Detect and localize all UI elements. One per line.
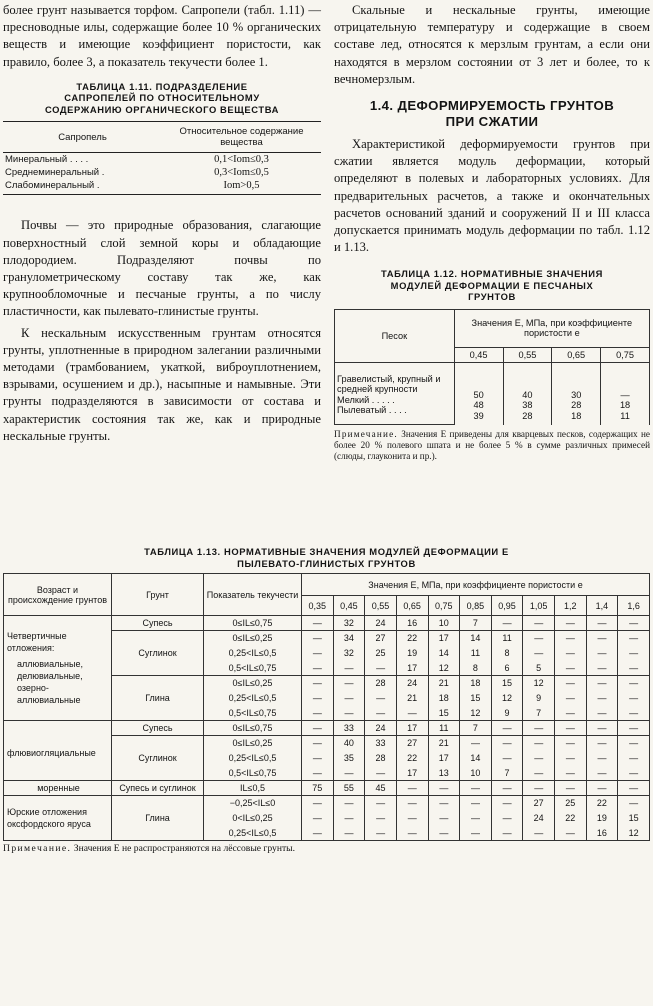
e-value-cell: — — [333, 796, 365, 811]
e-value-cell: 25 — [555, 796, 587, 811]
e-value-cell: — — [618, 631, 650, 646]
e-value-header: 0,45 — [333, 596, 365, 616]
e-value-column: — 18 11 — [601, 362, 650, 425]
e-value-cell: 16 — [586, 826, 618, 841]
e-value-cell: — — [365, 811, 397, 826]
e-value-cell: 19 — [396, 646, 428, 661]
e-value-cell: — — [523, 616, 555, 631]
table-1-13-col-index: Показатель текучести — [204, 574, 302, 616]
table-1-11 — [3, 121, 321, 192]
e-value-cell: 7 — [523, 706, 555, 721]
e-value-header: 0,85 — [460, 596, 492, 616]
section-heading-line: ПРИ СЖАТИИ — [445, 114, 539, 130]
e-value-cell: — — [523, 781, 555, 796]
e-value-cell: 21 — [428, 736, 460, 751]
e-value-cell: — — [555, 661, 587, 676]
e-value-cell: — — [555, 676, 587, 691]
table-1-12-caption-line: ГРУНТОВ — [468, 291, 516, 303]
e-value-cell: — — [618, 616, 650, 631]
e-value-cell: — — [365, 706, 397, 721]
e-value-cell: 14 — [428, 646, 460, 661]
sapropel-value: 0,1<Iom≤0,3 — [214, 154, 269, 166]
e-value-cell: — — [428, 811, 460, 826]
e-value-cell: — — [302, 661, 334, 676]
note-label: Примечание. — [3, 843, 72, 854]
e-value-cell: — — [618, 661, 650, 676]
e-value-cell: — — [586, 751, 618, 766]
table-1-12-names: Гравелистый, крупный и средней крупности Мелкий . . . . . Пылеватый . . . . — [335, 362, 455, 425]
e-value-header: 1,05 — [523, 596, 555, 616]
il-cell: 0<IL≤0,25 — [204, 811, 302, 826]
e-value-cell: — — [618, 721, 650, 736]
e-value-column: 30 28 18 — [552, 362, 601, 425]
e-value-cell: — — [491, 826, 523, 841]
table-row — [3, 166, 321, 179]
e-value-cell: 12 — [618, 826, 650, 841]
e-value-cell: 32 — [333, 646, 365, 661]
e-value-cell: 22 — [396, 631, 428, 646]
table-row — [4, 721, 650, 736]
e-value-cell: 27 — [365, 631, 397, 646]
il-cell: 0≤IL≤0,25 — [204, 736, 302, 751]
e-value-cell: 12 — [491, 691, 523, 706]
e-value-cell: 15 — [491, 676, 523, 691]
origin-label: флювиогляциальные — [7, 748, 96, 758]
e-value-cell: — — [618, 796, 650, 811]
e-value-cell: — — [555, 721, 587, 736]
e-value-cell: 8 — [491, 646, 523, 661]
soil-cell: Супесь — [112, 721, 204, 736]
e-value-cell: 27 — [523, 796, 555, 811]
e-value-cell: 15 — [460, 691, 492, 706]
e-value-cell: — — [302, 826, 334, 841]
soil-cell: Суглинок — [112, 736, 204, 781]
e-value-cell: — — [586, 631, 618, 646]
table-1-13 — [3, 573, 650, 841]
e-value-cell: — — [302, 811, 334, 826]
e-value-cell: 12 — [428, 661, 460, 676]
e-value-cell: 14 — [460, 751, 492, 766]
e-value-cell: 7 — [460, 721, 492, 736]
e-value-cell: — — [618, 646, 650, 661]
table-1-11-caption-line: САПРОПЕЛЕЙ ПО ОТНОСИТЕЛЬНОМУ — [64, 92, 260, 104]
il-cell: 0,5<IL≤0,75 — [204, 766, 302, 781]
table-1-13-note — [3, 843, 650, 854]
origin-label: Юрские отложения оксфордского яруса — [7, 807, 91, 829]
e-value-cell: — — [302, 766, 334, 781]
e-value-cell: — — [555, 751, 587, 766]
table-1-13-col-soil: Грунт — [112, 574, 204, 616]
il-cell: 0≤IL≤0,75 — [204, 616, 302, 631]
table-1-11-bottom-rule — [3, 194, 321, 195]
e-value-cell: 28 — [365, 751, 397, 766]
e-value-cell: 55 — [333, 781, 365, 796]
table-1-12-col-group: Значения E, МПа, при коэффициенте пористости e — [454, 309, 649, 347]
e-value-cell: — — [586, 676, 618, 691]
section-heading — [334, 98, 650, 130]
paragraph-frozen: Скальные и нескальные грунты, имеющие отрицательную температуру и содержащие в своем составе лед, относятся к мерзлым грунтам, а если они находятся в мерзлом состоянии от 3 лет и более, то к вечномерзлым. — [334, 3, 650, 86]
e-value-cell: — — [586, 706, 618, 721]
note-text: Значения E не распространяются на лёссовые грунты. — [71, 843, 296, 854]
e-value-cell: 24 — [523, 811, 555, 826]
soil-cell: Глина — [112, 676, 204, 721]
e-value-cell: — — [302, 676, 334, 691]
e-value-cell: 22 — [586, 796, 618, 811]
table-1-12 — [334, 309, 650, 426]
e-value-cell: — — [460, 736, 492, 751]
il-cell: 0≤IL≤0,75 — [204, 721, 302, 736]
e-value-cell: 32 — [333, 616, 365, 631]
e-value-cell: — — [460, 826, 492, 841]
e-value-cell: — — [302, 796, 334, 811]
origin-label: аллювиальные, делювиальные, озерно-аллювиальные — [17, 659, 83, 705]
e-value-cell: — — [586, 646, 618, 661]
e-value-cell: — — [365, 826, 397, 841]
e-value-cell: 24 — [396, 676, 428, 691]
paragraph-soils: Почвы — это природные образования, слагающие поверхностный слой земной коры и обладающие плодородием. Подразделяют почвы по гранулометрическому составу так же, как крупнообломочные и песчаные грунты, а по числу пластичности, как пылевато-глинистые грунты. — [3, 218, 321, 319]
e-value-cell: 17 — [428, 631, 460, 646]
e-value-cell: 40 — [333, 736, 365, 751]
il-cell: 0≤IL≤0,25 — [204, 631, 302, 646]
e-value-cell: 17 — [396, 721, 428, 736]
e-value-cell: — — [302, 751, 334, 766]
e-value-cell: 7 — [491, 766, 523, 781]
e-value-cell: — — [491, 736, 523, 751]
sapropel-value: Iom>0,5 — [223, 180, 260, 192]
origin-cell — [4, 781, 112, 796]
e-value-cell: — — [618, 676, 650, 691]
e-value-cell: 21 — [396, 691, 428, 706]
e-value-cell: 13 — [428, 766, 460, 781]
table-1-11-caption-line: ТАБЛИЦА 1.11. ПОДРАЗДЕЛЕНИЕ — [76, 80, 248, 92]
e-value-cell: — — [523, 751, 555, 766]
e-value-cell: — — [396, 781, 428, 796]
e-value-cell: 24 — [365, 721, 397, 736]
e-value-header: 0,55 — [503, 347, 552, 362]
e-value-cell: — — [333, 826, 365, 841]
e-value-cell: 9 — [523, 691, 555, 706]
e-value-cell: — — [618, 766, 650, 781]
table-row — [3, 179, 321, 192]
e-value-cell: — — [302, 616, 334, 631]
e-value-cell: 19 — [586, 811, 618, 826]
origin-label: моренные — [37, 783, 80, 793]
sapropel-value: 0,3<Iom≤0,5 — [214, 167, 269, 179]
e-value-cell: — — [365, 661, 397, 676]
e-value-cell: — — [586, 721, 618, 736]
e-value-cell: 6 — [491, 661, 523, 676]
e-value-cell: 22 — [396, 751, 428, 766]
e-value-cell: 18 — [428, 691, 460, 706]
e-value-cell: — — [365, 796, 397, 811]
table-1-12-caption — [334, 268, 650, 303]
e-value-cell: — — [428, 826, 460, 841]
e-value-cell: — — [302, 646, 334, 661]
e-value-cell: — — [396, 706, 428, 721]
soil-cell: Супесь и суглинок — [112, 781, 204, 796]
il-cell: 0≤IL≤0,25 — [204, 676, 302, 691]
e-value-cell: 75 — [302, 781, 334, 796]
il-cell: 0,25<IL≤0,5 — [204, 691, 302, 706]
e-value-cell: 12 — [460, 706, 492, 721]
e-value-cell: 16 — [396, 616, 428, 631]
e-value-cell: — — [491, 616, 523, 631]
e-value-cell: — — [365, 766, 397, 781]
e-value-cell: — — [555, 766, 587, 781]
e-value-header: 0,65 — [552, 347, 601, 362]
table-1-12-caption-line: ТАБЛИЦА 1.12. НОРМАТИВНЫЕ ЗНАЧЕНИЯ — [381, 268, 603, 280]
e-value-cell: 8 — [460, 661, 492, 676]
e-value-cell: — — [333, 661, 365, 676]
e-value-cell: — — [491, 721, 523, 736]
e-value-cell: — — [333, 706, 365, 721]
e-value-cell: 17 — [396, 766, 428, 781]
e-value-cell: 34 — [333, 631, 365, 646]
e-value-header: 0,95 — [491, 596, 523, 616]
e-value-cell: 45 — [365, 781, 397, 796]
table-1-11-col-sapropel: Сапропель — [3, 122, 162, 153]
e-value-cell: — — [491, 781, 523, 796]
sapropel-name: Среднеминеральный . — [5, 167, 105, 179]
e-value-cell: 21 — [428, 676, 460, 691]
table-1-12-note — [334, 429, 650, 462]
e-value-cell: — — [460, 796, 492, 811]
e-value-cell: — — [586, 661, 618, 676]
table-1-13-col-group: Значения E, МПа, при коэффициенте пористости e — [302, 574, 650, 596]
table-1-13-col-origin: Возраст и происхождение грунтов — [4, 574, 112, 616]
e-value-cell: — — [302, 721, 334, 736]
il-cell: 0,25<IL≤0,5 — [204, 646, 302, 661]
e-value-cell: 9 — [491, 706, 523, 721]
e-value-cell: — — [396, 811, 428, 826]
table-row — [4, 616, 650, 631]
e-value-cell: — — [491, 751, 523, 766]
e-value-cell: — — [396, 826, 428, 841]
paragraph-deformability: Характеристикой деформируемости грунтов при сжатии является модуль деформации, который определяют в полевых и лабораторных условиях. Для предварительных расчетов, а также и окончательных расчетов оснований зданий и сооружений II и III класса допускается принимать модуль деформации по табл. 1.12 и 1.13. — [334, 137, 650, 255]
e-value-cell: — — [586, 736, 618, 751]
e-value-cell: — — [618, 736, 650, 751]
e-value-cell: — — [460, 811, 492, 826]
e-value-cell: 25 — [365, 646, 397, 661]
e-value-header: 0,75 — [601, 347, 650, 362]
e-value-cell: 5 — [523, 661, 555, 676]
e-value-cell: — — [428, 781, 460, 796]
e-value-cell: — — [365, 691, 397, 706]
right-column — [334, 2, 650, 462]
left-column — [3, 2, 321, 445]
origin-label: Четвертичные отложения: — [7, 631, 67, 653]
e-value-cell: 15 — [428, 706, 460, 721]
e-value-header: 1,6 — [618, 596, 650, 616]
e-value-cell: — — [333, 691, 365, 706]
e-value-cell: 18 — [460, 676, 492, 691]
e-value-cell: — — [460, 781, 492, 796]
e-value-cell: — — [302, 691, 334, 706]
paragraph-artificial: К нескальным искусственным грунтам относятся грунты, уплотненные в природном залегании различными методами (трамбованием, укаткой, виброуплотнением, взрывами, осушением и др.), насыпные и намывные. Эти грунты подразделяются в зависимости от состава и характеристик состояния так же, как и природные нескальные грунты. — [3, 325, 321, 443]
e-value-cell: — — [555, 691, 587, 706]
e-value-cell: — — [302, 736, 334, 751]
e-value-cell: — — [523, 721, 555, 736]
table-row — [4, 796, 650, 811]
table-1-12-col-sand: Песок — [335, 309, 455, 362]
sapropel-name: Слабоминеральный . — [5, 180, 100, 192]
e-value-cell: — — [555, 631, 587, 646]
e-value-cell: — — [555, 706, 587, 721]
e-value-header: 0,75 — [428, 596, 460, 616]
e-value-cell: 33 — [333, 721, 365, 736]
e-value-cell: — — [523, 766, 555, 781]
table-1-13-section — [3, 546, 650, 854]
e-value-cell: 24 — [365, 616, 397, 631]
e-value-column: 40 38 28 — [503, 362, 552, 425]
e-value-cell: 12 — [523, 676, 555, 691]
e-value-cell: 10 — [428, 616, 460, 631]
e-value-cell: — — [555, 736, 587, 751]
e-value-column: 50 48 39 — [454, 362, 503, 425]
e-value-cell: 17 — [428, 751, 460, 766]
e-value-cell: 17 — [396, 661, 428, 676]
paragraph-sapropel: более грунт называется торфом. Сапропели (табл. 1.11) — пресноводные илы, содержащие более 10 % органических веществ и имеющие коэффициент пористости, как правило, более 3, а показатель текучести более 1. — [3, 3, 321, 69]
e-value-cell: — — [428, 796, 460, 811]
origin-cell — [4, 796, 112, 841]
e-value-cell: 14 — [460, 631, 492, 646]
e-value-header: 0,65 — [396, 596, 428, 616]
e-value-cell: 10 — [460, 766, 492, 781]
soil-cell: Суглинок — [112, 631, 204, 676]
e-value-cell: 11 — [460, 646, 492, 661]
il-cell: 0,5<IL≤0,75 — [204, 706, 302, 721]
e-value-cell: — — [333, 811, 365, 826]
soil-cell: Глина — [112, 796, 204, 841]
e-value-cell: 11 — [491, 631, 523, 646]
table-1-13-caption-line: ТАБЛИЦА 1.13. НОРМАТИВНЫЕ ЗНАЧЕНИЯ МОДУЛЕЙ ДЕФОРМАЦИИ E — [144, 546, 509, 557]
table-1-11-col-content: Относительное содержание вещества — [162, 122, 321, 153]
e-value-cell: — — [555, 781, 587, 796]
origin-cell — [4, 721, 112, 781]
e-value-cell: — — [618, 781, 650, 796]
e-value-header: 1,4 — [586, 596, 618, 616]
e-value-header: 0,55 — [365, 596, 397, 616]
table-1-13-caption — [3, 546, 650, 569]
e-value-cell: 11 — [428, 721, 460, 736]
e-value-cell: — — [586, 691, 618, 706]
il-cell: IL≤0,5 — [204, 781, 302, 796]
e-value-cell: — — [523, 646, 555, 661]
table-row — [3, 153, 321, 167]
il-cell: 0,5<IL≤0,75 — [204, 661, 302, 676]
origin-cell — [4, 616, 112, 721]
e-value-cell: 22 — [555, 811, 587, 826]
e-value-cell: — — [523, 826, 555, 841]
e-value-cell: — — [396, 796, 428, 811]
e-value-cell: 33 — [365, 736, 397, 751]
e-value-cell: 15 — [618, 811, 650, 826]
e-value-cell: 27 — [396, 736, 428, 751]
il-cell: 0,25<IL≤0,5 — [204, 826, 302, 841]
table-1-11-caption-line: СОДЕРЖАНИЮ ОРГАНИЧЕСКОГО ВЕЩЕСТВА — [44, 103, 280, 115]
table-1-13-caption-line: ПЫЛЕВАТО-ГЛИНИСТЫХ ГРУНТОВ — [237, 557, 416, 569]
e-value-cell: — — [333, 676, 365, 691]
e-value-cell: — — [618, 691, 650, 706]
e-value-cell: — — [618, 706, 650, 721]
e-value-cell: — — [586, 766, 618, 781]
e-value-cell: — — [618, 751, 650, 766]
table-row — [4, 781, 650, 796]
e-value-cell: — — [555, 646, 587, 661]
e-value-cell: — — [523, 736, 555, 751]
table-1-11-caption — [3, 81, 321, 116]
e-value-cell: 35 — [333, 751, 365, 766]
e-value-cell: — — [491, 796, 523, 811]
table-1-12-caption-line: МОДУЛЕЙ ДЕФОРМАЦИИ E ПЕСЧАНЫХ — [390, 279, 594, 291]
e-value-header: 1,2 — [555, 596, 587, 616]
e-value-cell: — — [523, 631, 555, 646]
e-value-cell: — — [491, 811, 523, 826]
e-value-header: 0,45 — [454, 347, 503, 362]
section-heading-line: 1.4. ДЕФОРМИРУЕМОСТЬ ГРУНТОВ — [369, 98, 615, 114]
e-value-cell: — — [586, 616, 618, 631]
e-value-header: 0,35 — [302, 596, 334, 616]
soil-cell: Супесь — [112, 616, 204, 631]
e-value-cell: — — [586, 781, 618, 796]
e-value-cell: — — [333, 766, 365, 781]
e-value-cell: — — [302, 631, 334, 646]
e-value-cell: 7 — [460, 616, 492, 631]
e-value-cell: — — [555, 616, 587, 631]
e-value-cell: — — [555, 826, 587, 841]
il-cell: −0,25<IL≤0 — [204, 796, 302, 811]
note-label: Примечание. — [334, 429, 398, 440]
sapropel-name: Минеральный . . . . — [5, 154, 89, 166]
e-value-cell: — — [302, 706, 334, 721]
note-text: Значения E приведены для кварцевых песков, содержащих не более 20 % полевого шпата и не более 5 % в сумме различных примесей (слюды, глауконита и пр.). — [334, 429, 650, 462]
e-value-cell: 28 — [365, 676, 397, 691]
il-cell: 0,25<IL≤0,5 — [204, 751, 302, 766]
